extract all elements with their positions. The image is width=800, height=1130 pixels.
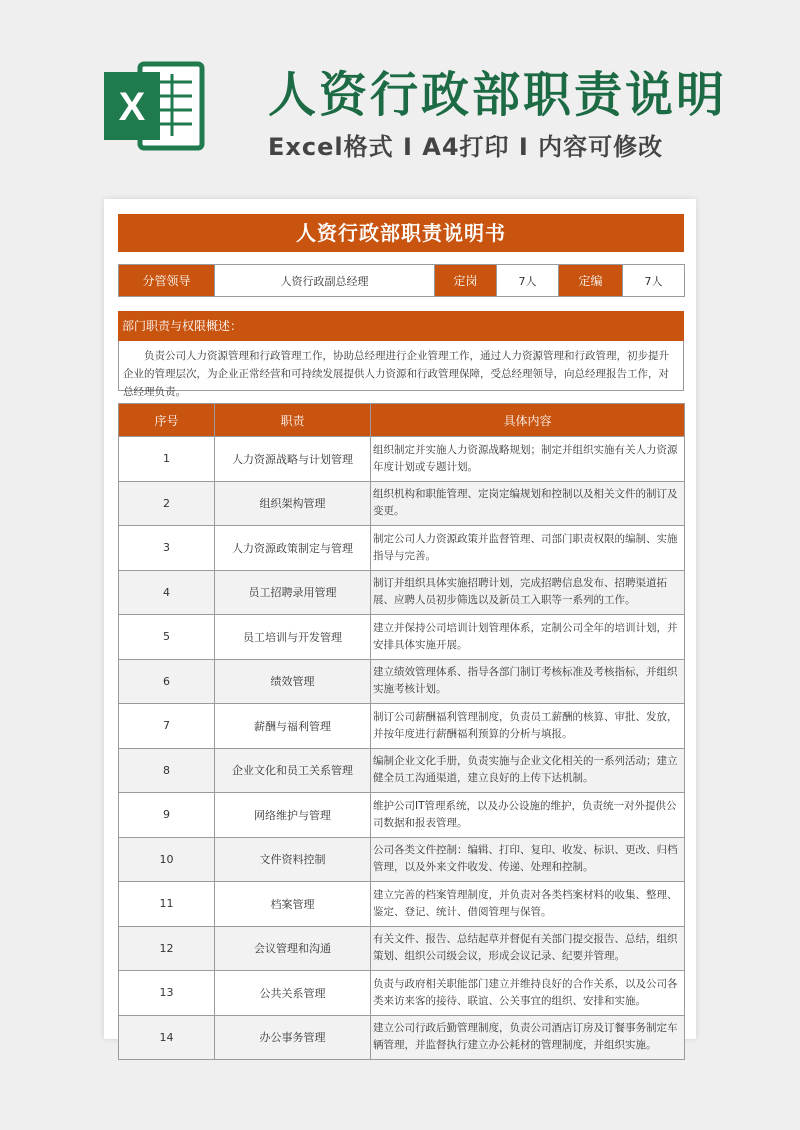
leader-value: 人资行政副总经理	[215, 265, 435, 297]
row-no: 1	[119, 437, 215, 482]
table-row	[119, 748, 685, 793]
row-content: 建立绩效管理体系、指导各部门制订考核标准及考核指标，并组织实施考核计划。	[371, 659, 685, 704]
row-duty: 组织架构管理	[215, 481, 371, 526]
header-duty: 职责	[215, 404, 371, 437]
row-duty: 会议管理和沟通	[215, 926, 371, 971]
row-content: 制定公司人力资源政策并监督管理、司部门职责权限的编制、实施指导与完善。	[371, 526, 685, 571]
row-content: 建立并保持公司培训计划管理体系，定制公司全年的培训计划，并安排具体实施开展。	[371, 615, 685, 660]
row-content: 负责与政府相关职能部门建立并维持良好的合作关系，以及公司各类来访来客的接待、联谊、公关事宜的组织、安排和实施。	[371, 971, 685, 1016]
header-banner	[0, 0, 800, 185]
row-no: 14	[119, 1015, 215, 1060]
row-no: 3	[119, 526, 215, 571]
row-content: 制订并组织具体实施招聘计划，完成招聘信息发布、招聘渠道拓展、应聘人员初步筛选以及新员工入职等一系列的工作。	[371, 570, 685, 615]
row-duty: 员工招聘录用管理	[215, 570, 371, 615]
row-content: 建立公司行政后勤管理制度，负责公司酒店订房及订餐事务制定车辆管理，并监督执行建立办公耗材的管理制度，并组织实施。	[371, 1015, 685, 1060]
row-content: 建立完善的档案管理制度，并负责对各类档案材料的收集、整理、鉴定、登记、统计、借阅管理与保管。	[371, 882, 685, 927]
row-duty: 人力资源政策制定与管理	[215, 526, 371, 571]
header-content: 具体内容	[371, 404, 685, 437]
table-row	[119, 481, 685, 526]
row-duty: 文件资料控制	[215, 837, 371, 882]
table-row	[119, 570, 685, 615]
table-row	[119, 615, 685, 660]
leader-label: 分管领导	[119, 265, 215, 297]
row-content: 公司各类文件控制：编辑、打印、复印、收发、标识、更改、归档管理，以及外来文件收发、传递、处理和控制。	[371, 837, 685, 882]
row-duty: 薪酬与福利管理	[215, 704, 371, 749]
row-content: 维护公司IT管理系统，以及办公设施的维护，负责统一对外提供公司数据和报表管理。	[371, 793, 685, 838]
dept-overview-label: 部门职责与权限概述：	[118, 311, 684, 341]
row-content: 编制企业文化手册，负责实施与企业文化相关的一系列活动；建立健全员工沟通渠道，建立良好的上传下达机制。	[371, 748, 685, 793]
header-no: 序号	[119, 404, 215, 437]
table-row	[119, 437, 685, 482]
row-duty: 企业文化和员工关系管理	[215, 748, 371, 793]
table-row	[119, 971, 685, 1016]
table-row	[119, 793, 685, 838]
row-no: 6	[119, 659, 215, 704]
row-duty: 人力资源战略与计划管理	[215, 437, 371, 482]
table-row	[119, 704, 685, 749]
page-title: 人资行政部职责说明	[268, 67, 728, 123]
row-no: 9	[119, 793, 215, 838]
row-no: 2	[119, 481, 215, 526]
document	[118, 214, 684, 1060]
staff-value: 7人	[623, 265, 685, 297]
table-row	[119, 1015, 685, 1060]
quota-label: 定岗	[435, 265, 497, 297]
staff-label: 定编	[559, 265, 623, 297]
row-content: 组织制定并实施人力资源战略规划；制定并组织实施有关人力资源年度计划或专题计划。	[371, 437, 685, 482]
info-table	[118, 264, 685, 297]
row-duty: 绩效管理	[215, 659, 371, 704]
row-no: 8	[119, 748, 215, 793]
table-row	[119, 837, 685, 882]
duty-table	[118, 403, 685, 1060]
excel-icon	[100, 58, 208, 154]
row-no: 12	[119, 926, 215, 971]
table-row	[119, 926, 685, 971]
page-subtitle: Excel格式 I A4打印 I 内容可修改	[268, 133, 664, 161]
row-content: 制订公司薪酬福利管理制度，负责员工薪酬的核算、审批、发放，并按年度进行薪酬福利预算的分析与填报。	[371, 704, 685, 749]
document-sheet	[104, 199, 696, 1052]
row-duty: 办公事务管理	[215, 1015, 371, 1060]
row-no: 5	[119, 615, 215, 660]
quota-value: 7人	[497, 265, 559, 297]
table-row	[119, 526, 685, 571]
row-no: 13	[119, 971, 215, 1016]
row-duty: 公共关系管理	[215, 971, 371, 1016]
row-content: 有关文件、报告、总结起草并督促有关部门提交报告、总结，组织策划、组织公司级会议，形成会议记录、纪要并管理。	[371, 926, 685, 971]
row-duty: 网络维护与管理	[215, 793, 371, 838]
row-content: 组织机构和职能管理、定岗定编规划和控制以及相关文件的制订及变更。	[371, 481, 685, 526]
row-no: 11	[119, 882, 215, 927]
row-no: 10	[119, 837, 215, 882]
row-duty: 档案管理	[215, 882, 371, 927]
document-title: 人资行政部职责说明书	[118, 214, 684, 252]
row-no: 4	[119, 570, 215, 615]
svg-text:X: X	[118, 85, 146, 129]
table-row	[119, 659, 685, 704]
dept-overview-text: 负责公司人力资源管理和行政管理工作，协助总经理进行企业管理工作，通过人力资源管理和行政管理，初步提升企业的管理层次，为企业正常经营和可持续发展提供人力资源和行政管理保障，受总经理领导，向总经理报告工作，对总经理负责。	[118, 341, 684, 391]
row-duty: 员工培训与开发管理	[215, 615, 371, 660]
row-no: 7	[119, 704, 215, 749]
table-row	[119, 882, 685, 927]
